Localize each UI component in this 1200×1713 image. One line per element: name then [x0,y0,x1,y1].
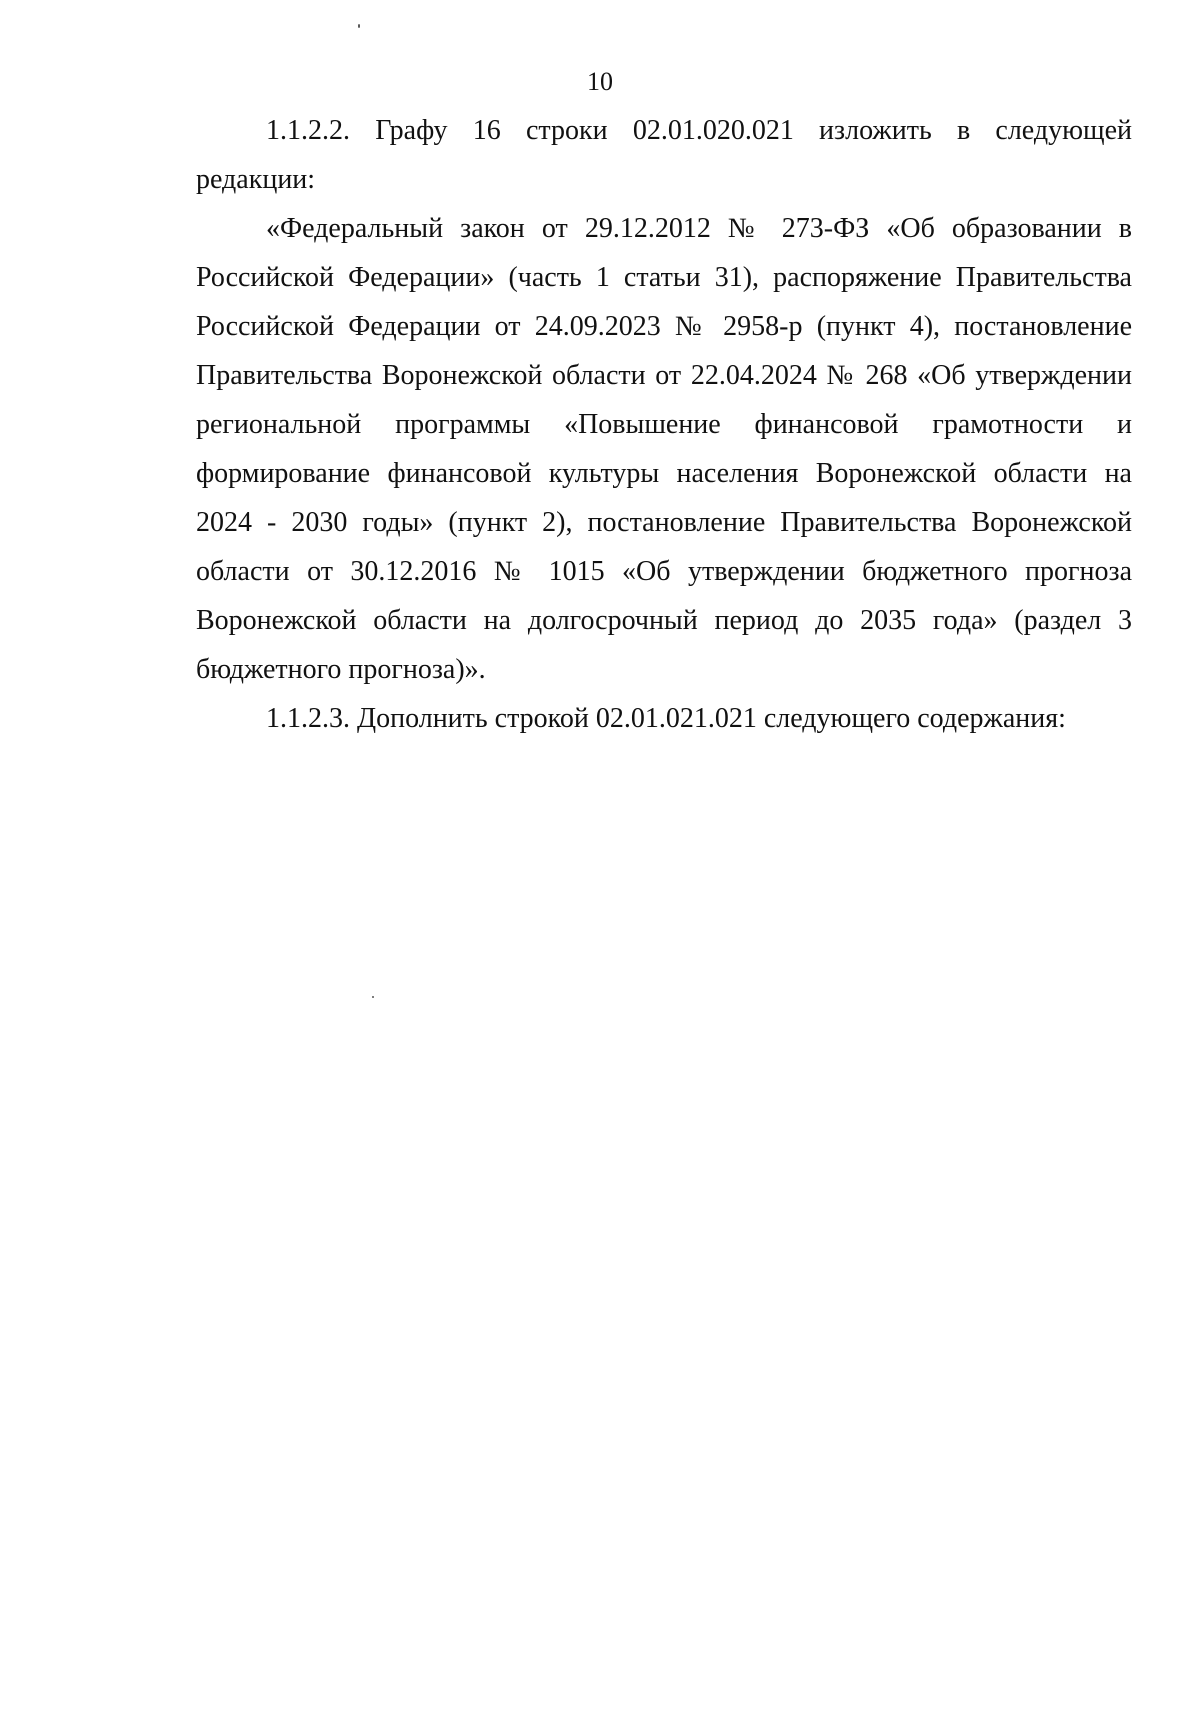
text-line: 2024 - 2030 годы» (пункт 2), постановление Правительства Воронежской [196,507,1132,538]
paragraph-1-1-2-2 [196,106,1132,204]
text-line: «Федеральный закон от 29.12.2012 № 273-ФЗ «Об образовании в [266,213,1132,244]
scan-speck [372,996,374,998]
text-line: Российской Федерации» (часть 1 статьи 31), распоряжение Правительства [196,262,1132,293]
text-line: 1.1.2.2. Графу 16 строки 02.01.020.021 изложить в следующей [266,115,1132,146]
paragraph-quoted-legislation [196,204,1132,694]
text-line: региональной программы «Повышение финансовой грамотности и [196,409,1132,440]
text-line: 1.1.2.3. Дополнить строкой 02.01.021.021 следующего содержания: [266,703,1066,734]
text-line: Правительства Воронежской области от 22.04.2024 № 268 «Об утверждении [196,360,1132,391]
text-line: редакции: [196,164,316,195]
text-line: Российской Федерации от 24.09.2023 № 2958-р (пункт 4), постановление [196,311,1132,342]
page-number: 10 [587,67,613,96]
text-line: бюджетного прогноза)». [196,654,486,685]
text-line: области от 30.12.2016 № 1015 «Об утверждении бюджетного прогноза [196,556,1132,587]
document-body [196,106,1132,743]
text-line: Воронежской области на долгосрочный период до 2035 года» (раздел 3 [196,605,1132,636]
text-line: формирование финансовой культуры населения Воронежской области на [196,458,1132,489]
paragraph-1-1-2-3 [196,694,1132,743]
scan-speck [358,24,360,28]
